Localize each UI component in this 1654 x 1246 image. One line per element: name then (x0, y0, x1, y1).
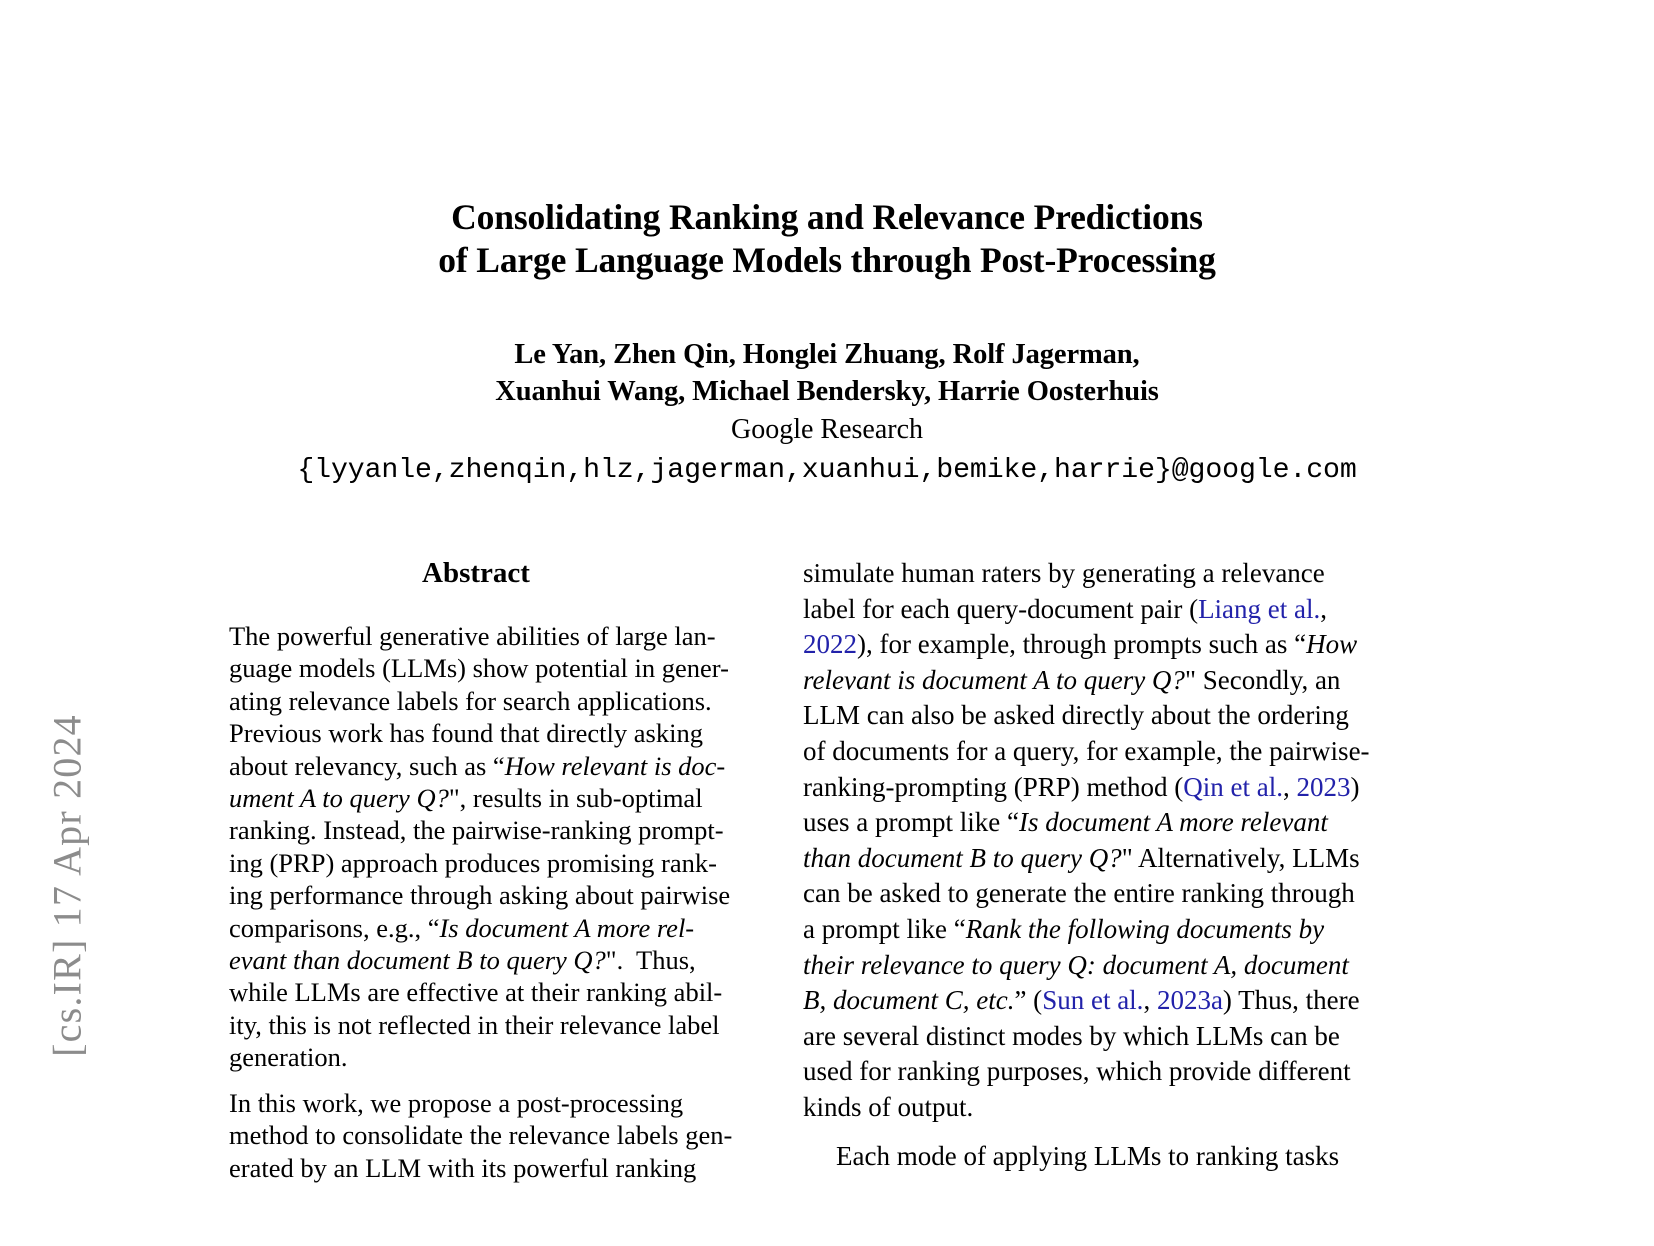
abstract-paragraph-2 (229, 1087, 733, 1184)
text-line: comparisons, e.g., “Is document A more rel- (229, 912, 695, 943)
citation-year-liang[interactable]: 2022 (803, 629, 857, 660)
text-line: a prompt like “Rank the following documents by (803, 913, 1325, 944)
abstract-paragraph-1 (229, 620, 731, 1074)
author-block (0, 336, 1654, 490)
text-line: used for ranking purposes, which provide different (803, 1056, 1351, 1087)
left-column (229, 556, 733, 1184)
text-line: guage models (LLMs) show potential in gener- (229, 653, 729, 684)
text-line: ranking. Instead, the pairwise-ranking prompt- (229, 815, 724, 846)
text-line: of documents for a query, for example, the pairwise- (803, 735, 1370, 766)
text-line: can be asked to generate the entire ranking through (803, 878, 1355, 909)
author-emails: {lyyanle,zhenqin,hlz,jagerman,xuanhui,bemike,harrie}@google.com (297, 455, 1357, 486)
text-line: LLM can also be asked directly about the ordering (803, 700, 1349, 731)
citation-link-liang[interactable]: Liang et al. (1198, 593, 1321, 624)
citation-link-qin[interactable]: Qin et al. (1183, 771, 1283, 802)
text-line: erated by an LLM with its powerful ranking (229, 1152, 697, 1183)
text-line: simulate human raters by generating a relevance (803, 558, 1325, 588)
text-line: label for each query-document pair (Liang et al., (803, 593, 1328, 624)
text-line: B, document C, etc.” (Sun et al., 2023a) Thus, there (803, 985, 1360, 1016)
title-line-1: Consolidating Ranking and Relevance Predictions (451, 197, 1203, 237)
text-line: The powerful generative abilities of large lan- (229, 621, 716, 651)
text-line: method to consolidate the relevance labels gen- (229, 1120, 733, 1151)
text-line: are several distinct modes by which LLMs can be (803, 1020, 1340, 1051)
text-line: ating relevance labels for search applications. (229, 685, 712, 716)
text-line: ing (PRP) approach produces promising rank- (229, 847, 717, 878)
text-line: generation. (229, 1042, 348, 1073)
body-columns (0, 556, 1654, 1246)
text-line: Previous work has found that directly asking (229, 718, 703, 749)
title-line-2: of Large Language Models through Post-Processing (438, 240, 1216, 280)
author-line-2: Xuanhui Wang, Michael Bendersky, Harrie Oosterhuis (495, 376, 1159, 407)
abstract-heading: Abstract (422, 557, 530, 589)
text-line: In this work, we propose a post-processing (229, 1087, 684, 1118)
text-line: relevant is document A to query Q?" Secondly, an (803, 664, 1341, 695)
arxiv-vertical-stamp: [cs.IR] 17 Apr 2024 (44, 714, 90, 1057)
citation-year-sun[interactable]: 2023a (1156, 985, 1223, 1016)
citation-year-qin[interactable]: 2023 (1296, 771, 1351, 802)
text-line: kinds of output. (803, 1091, 974, 1122)
intro-paragraph-1 (803, 556, 1383, 1126)
text-line: Each mode of applying LLMs to ranking tasks (836, 1140, 1340, 1171)
text-line: ument A to query Q?", results in sub-optimal (229, 783, 703, 814)
intro-paragraph-2 (803, 1139, 1383, 1175)
text-line: ity, this is not reflected in their relevance label (229, 1009, 720, 1040)
text-line: uses a prompt like “Is document A more relevant (803, 807, 1328, 838)
page-title (0, 196, 1654, 282)
text-line: ranking-prompting (PRP) method (Qin et al., 2023) (803, 771, 1360, 802)
text-line: ing performance through asking about pairwise (229, 880, 731, 911)
text-line: their relevance to query Q: document A, document (803, 949, 1349, 980)
text-line: while LLMs are effective at their ranking abil- (229, 977, 723, 1008)
citation-link-sun[interactable]: Sun et al. (1042, 985, 1144, 1016)
text-line: 2022), for example, through prompts such as “How (803, 629, 1358, 660)
author-line-1: Le Yan, Zhen Qin, Honglei Zhuang, Rolf Jagerman, (514, 339, 1140, 370)
affiliation: Google Research (730, 414, 924, 445)
right-column (803, 556, 1383, 1174)
text-line: than document B to query Q?" Alternatively, LLMs (803, 842, 1360, 873)
text-line: about relevancy, such as “How relevant is doc- (229, 750, 726, 781)
text-line: evant than document B to query Q?". Thus, (229, 945, 696, 976)
